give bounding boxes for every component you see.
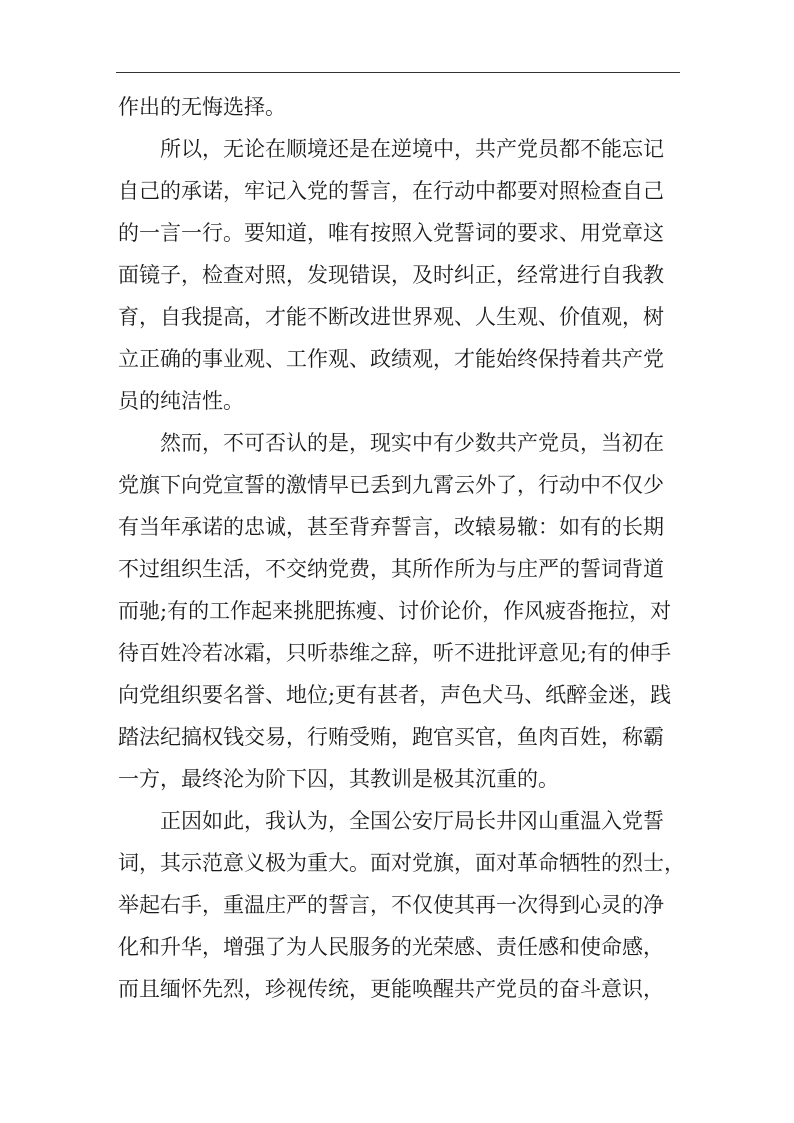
text-line: 立正确的事业观、工作观、政绩观，才能始终保持着共产党 xyxy=(118,347,664,371)
text-line: 待百姓冷若冰霜，只听恭维之辞，听不进批评意见;有的伸手 xyxy=(118,641,672,665)
paragraph xyxy=(118,128,682,422)
header-rule xyxy=(116,72,680,73)
paragraph xyxy=(118,86,682,128)
text-line: 的一言一行。要知道，唯有按照入党誓词的要求、用党章这 xyxy=(118,221,664,245)
text-line: 而驰;有的工作起来挑肥拣瘦、讨价论价，作风疲沓拖拉，对 xyxy=(118,599,672,623)
text-line: 育，自我提高，才能不断改进世界观、人生观、价值观，树 xyxy=(118,305,664,329)
text-line: 面镜子，检查对照，发现错误，及时纠正，经常进行自我教 xyxy=(118,263,664,287)
text-line: 然而，不可否认的是，现实中有少数共产党员，当初在 xyxy=(160,431,664,455)
text-line: 向党组织要名誉、地位;更有甚者，声色犬马、纸醉金迷，践 xyxy=(118,683,672,707)
paragraph xyxy=(118,422,682,800)
text-line: 党旗下向党宣誓的激情早已丢到九霄云外了，行动中不仅少 xyxy=(118,473,664,497)
text-line: 作出的无悔选择。 xyxy=(118,95,286,119)
text-line: 所以，无论在顺境还是在逆境中，共产党员都不能忘记 xyxy=(160,137,664,161)
text-line: 自己的承诺，牢记入党的誓言，在行动中都要对照检查自己 xyxy=(118,179,664,203)
paragraph xyxy=(118,800,685,1010)
text-line: 化和升华，增强了为人民服务的光荣感、责任感和使命感， xyxy=(118,935,664,959)
text-line: 词，其示范意义极为重大。面对党旗，面对革命牺牲的烈士， xyxy=(118,851,685,875)
text-line: 而且缅怀先烈，珍视传统，更能唤醒共产党员的奋斗意识， xyxy=(118,977,664,1001)
text-line: 踏法纪搞权钱交易，行贿受贿，跑官买官，鱼肉百姓，称霸 xyxy=(118,725,664,749)
text-line: 有当年承诺的忠诚，甚至背弃誓言，改辕易辙：如有的长期 xyxy=(118,515,664,539)
text-line: 举起右手，重温庄严的誓言，不仅使其再一次得到心灵的净 xyxy=(118,893,664,917)
text-line: 正因如此，我认为，全国公安厅局长井冈山重温入党誓 xyxy=(160,809,664,833)
text-line: 不过组织生活，不交纳党费，其所作所为与庄严的誓词背道 xyxy=(118,557,664,581)
document-body xyxy=(118,86,685,1010)
text-line: 一方，最终沦为阶下囚，其教训是极其沉重的。 xyxy=(118,767,559,791)
text-line: 员的纯洁性。 xyxy=(118,389,244,413)
